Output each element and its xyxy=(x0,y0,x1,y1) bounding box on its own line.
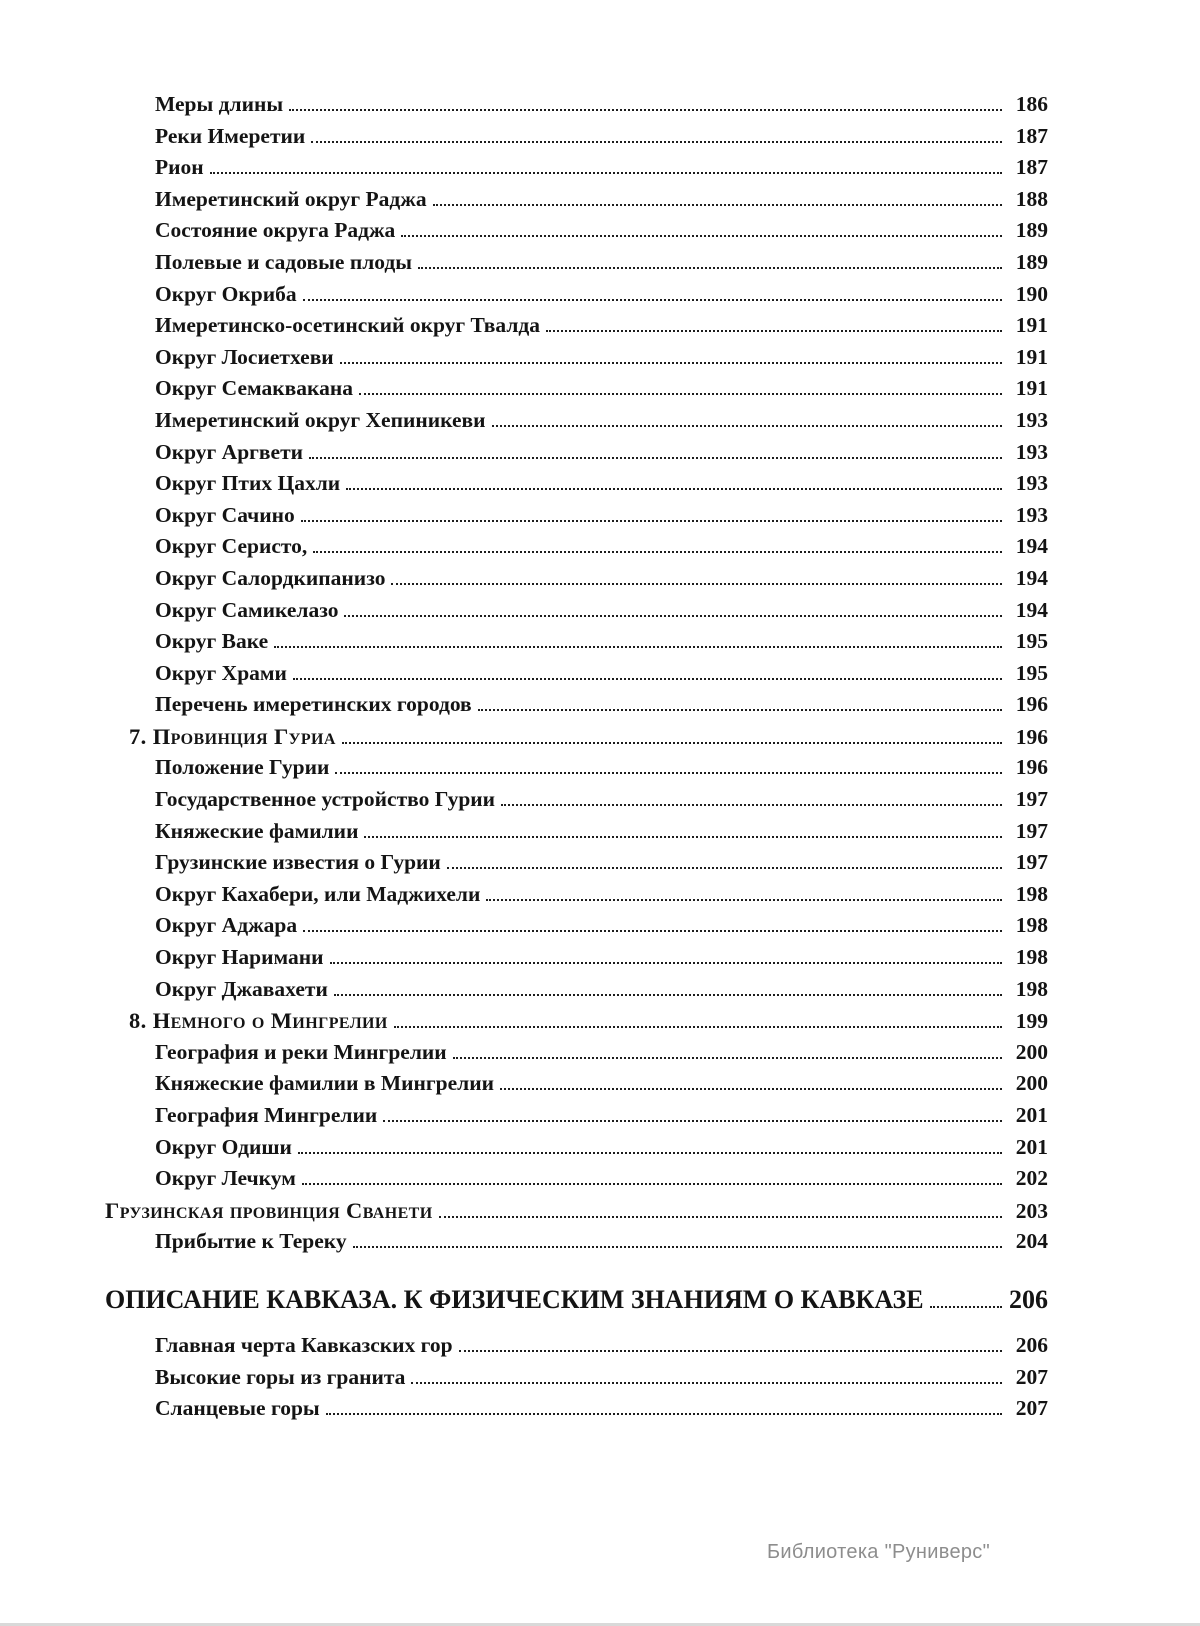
toc-entry-page: 187 xyxy=(1015,155,1048,180)
toc-leader-dots xyxy=(500,1088,1002,1090)
toc-leader-dots xyxy=(401,235,1002,237)
toc-entry xyxy=(105,376,1048,408)
toc-entry-label: Округ Птих Цахли xyxy=(155,471,341,496)
toc-entry-label: Имеретинский округ Хепиникеви xyxy=(155,407,486,432)
toc-entry-page: 194 xyxy=(1015,565,1048,590)
toc-leader-dots xyxy=(433,204,1002,206)
toc-entry-label: Реки Имеретии xyxy=(155,123,306,148)
toc-entry-label: Прибытие к Тереку xyxy=(155,1229,347,1254)
toc-entry-label: 8. Немного о Мингрелии xyxy=(129,1008,388,1034)
toc-entry xyxy=(105,313,1048,345)
toc-entry-page: 191 xyxy=(1015,313,1048,338)
toc-entry xyxy=(105,282,1048,314)
toc-leader-dots xyxy=(439,1216,1002,1218)
toc-entry-label: Грузинские известия о Гурии xyxy=(155,850,441,875)
toc-entry-label: Княжеские фамилии xyxy=(155,818,359,843)
toc-entry-label: Княжеские фамилии в Мингрелии xyxy=(155,1071,494,1096)
toc-entry-page: 196 xyxy=(1015,755,1048,780)
toc-leader-dots xyxy=(303,930,1002,932)
toc-entry xyxy=(105,1198,1048,1230)
toc-entry-label: География и реки Мингрелии xyxy=(155,1039,447,1064)
toc-leader-dots xyxy=(335,772,1002,774)
toc-entry-page: 207 xyxy=(1015,1364,1048,1389)
toc-entry-label: Высокие горы из гранита xyxy=(155,1364,406,1389)
toc-entry-label: Округ Окриба xyxy=(155,281,297,306)
toc-entry xyxy=(105,566,1048,598)
toc-entry-label: Грузинская провинция Сванети xyxy=(105,1197,433,1223)
toc-entry-page: 196 xyxy=(1015,692,1048,717)
toc-entry xyxy=(105,1396,1048,1428)
toc-entry-page: 191 xyxy=(1015,376,1048,401)
toc-entry xyxy=(105,345,1048,377)
toc-entry xyxy=(105,661,1048,693)
toc-entry-label: Округ Наримани xyxy=(155,945,324,970)
toc-entry-label: Округ Самикелазо xyxy=(155,597,339,622)
toc-entry-page: 206 xyxy=(1015,1332,1048,1357)
toc-entry xyxy=(105,1135,1048,1167)
toc-leader-dots xyxy=(546,330,1002,332)
toc-leader-dots xyxy=(453,1057,1002,1059)
toc-entry xyxy=(105,819,1048,851)
toc-entry xyxy=(105,913,1048,945)
toc-entry-label: Округ Аргвети xyxy=(155,439,304,464)
toc-entry xyxy=(105,1040,1048,1072)
toc-leader-dots xyxy=(359,393,1002,395)
toc-leader-dots xyxy=(302,1183,1002,1185)
toc-entry-page: 198 xyxy=(1015,945,1048,970)
toc-entry xyxy=(105,250,1048,282)
toc-leader-dots xyxy=(293,678,1002,680)
toc-entry xyxy=(105,1008,1048,1040)
toc-leader-dots xyxy=(298,1152,1002,1154)
toc-entry xyxy=(105,755,1048,787)
toc-entry-page: 198 xyxy=(1015,913,1048,938)
toc-entry-page: 202 xyxy=(1015,1166,1048,1191)
toc-entry-page: 189 xyxy=(1015,218,1048,243)
toc-entry xyxy=(105,92,1048,124)
toc-leader-dots xyxy=(411,1382,1002,1384)
toc-entry xyxy=(105,1229,1048,1261)
toc-entry-label: Округ Храми xyxy=(155,660,287,685)
toc-entry xyxy=(105,598,1048,630)
toc-entry-label: География Мингрелии xyxy=(155,1103,378,1127)
toc-leader-dots xyxy=(486,899,1002,901)
toc-leader-dots xyxy=(274,646,1002,648)
toc-entry-page: 196 xyxy=(1015,724,1048,749)
toc-entry xyxy=(105,629,1048,661)
toc-entry-label: Округ Салордкипанизо xyxy=(155,565,386,590)
toc-entry-page: 187 xyxy=(1015,123,1048,148)
toc-leader-dots xyxy=(342,742,1002,744)
toc-leader-dots xyxy=(346,488,1002,490)
library-watermark: Библиотека "Руниверс" xyxy=(766,1541,990,1563)
toc-entry-label: Округ Лосиетхеви xyxy=(155,344,334,369)
toc-entry xyxy=(105,945,1048,977)
toc-entry-page: 193 xyxy=(1015,471,1048,496)
toc-entry-label: 7. Провинция Гуриа xyxy=(129,723,336,749)
toc-entry xyxy=(105,187,1048,219)
toc-entry-page: 197 xyxy=(1015,850,1048,875)
toc-leader-dots xyxy=(459,1350,1002,1352)
toc-entry-page: 194 xyxy=(1015,597,1048,622)
toc-leader-dots xyxy=(340,362,1002,364)
toc-entry-page: 200 xyxy=(1015,1071,1048,1096)
toc-leader-dots xyxy=(309,457,1002,459)
toc-entry-label: Главная черта Кавказских гор xyxy=(155,1332,453,1357)
toc-entry xyxy=(105,787,1048,819)
toc-entry-page: 195 xyxy=(1015,629,1048,654)
toc-entry xyxy=(105,1285,1048,1315)
toc-entry-label: Состояние округа Раджа xyxy=(155,218,396,243)
toc-leader-dots xyxy=(344,615,1002,617)
toc-entry-page: 206 xyxy=(1009,1284,1048,1314)
toc-entry-label: Имеретинский округ Раджа xyxy=(155,186,427,211)
toc-leader-dots xyxy=(301,520,1002,522)
toc-leader-dots xyxy=(311,141,1002,143)
toc-entry-page: 201 xyxy=(1015,1134,1048,1159)
toc-entry xyxy=(105,1071,1048,1103)
toc-entry-label: Округ Семаквакана xyxy=(155,376,353,401)
toc-entry-label: Полевые и садовые плоды xyxy=(155,249,413,274)
toc-leader-dots xyxy=(289,109,1002,111)
toc-entry xyxy=(105,977,1048,1009)
toc-entry xyxy=(105,471,1048,503)
toc-entry xyxy=(105,503,1048,535)
toc-entry-label: ОПИСАНИЕ КАВКАЗА. К ФИЗИЧЕСКИМ ЗНАНИЯМ О КАВКАЗЕ xyxy=(105,1284,924,1314)
toc-entry-page: 194 xyxy=(1015,534,1048,559)
toc-leader-dots xyxy=(334,994,1002,996)
toc-leader-dots xyxy=(326,1413,1002,1415)
toc-leader-dots xyxy=(418,267,1002,269)
toc-entry-page: 199 xyxy=(1015,1009,1048,1034)
toc-entry xyxy=(105,1166,1048,1198)
toc-entry xyxy=(105,218,1048,250)
toc-leader-dots xyxy=(364,836,1002,838)
toc-leader-dots xyxy=(353,1246,1002,1248)
toc-entry-label: Меры длины xyxy=(155,92,284,116)
toc-entry-label: Округ Одиши xyxy=(155,1134,292,1159)
toc-leader-dots xyxy=(383,1120,1002,1122)
toc-entry xyxy=(105,124,1048,156)
toc-entry-page: 190 xyxy=(1015,281,1048,306)
toc-entry-label: Округ Джавахети xyxy=(155,976,328,1001)
toc-entry-label: Округ Аджара xyxy=(155,913,298,938)
toc-entry-page: 189 xyxy=(1015,249,1048,274)
toc-leader-dots xyxy=(478,709,1002,711)
toc-entry-page: 195 xyxy=(1015,660,1048,685)
toc-leader-dots xyxy=(330,962,1002,964)
toc-entry xyxy=(105,1365,1048,1397)
toc-entry-page: 197 xyxy=(1015,818,1048,843)
toc-leader-dots xyxy=(313,551,1002,553)
toc-leader-dots xyxy=(210,172,1002,174)
toc-entry-page: 193 xyxy=(1015,407,1048,432)
toc-leader-dots xyxy=(447,867,1002,869)
toc-leader-dots xyxy=(501,804,1002,806)
toc-entry-label: Имеретинско-осетинский округ Твалда xyxy=(155,313,541,338)
toc-entry-page: 191 xyxy=(1015,344,1048,369)
toc-entry-label: Перечень имеретинских городов xyxy=(155,692,472,717)
toc-leader-dots xyxy=(492,425,1002,427)
toc-entry xyxy=(105,882,1048,914)
toc-entry-page: 200 xyxy=(1015,1039,1048,1064)
toc-entry-page: 186 xyxy=(1015,92,1048,116)
toc-entry-label: Округ Сачино xyxy=(155,502,295,527)
toc-entry xyxy=(105,440,1048,472)
toc-entry-label: Округ Ваке xyxy=(155,629,269,654)
toc-leader-dots xyxy=(394,1026,1002,1028)
toc-entry-page: 188 xyxy=(1015,186,1048,211)
toc-entry xyxy=(105,1333,1048,1365)
toc-entry-page: 193 xyxy=(1015,439,1048,464)
toc-entry xyxy=(105,408,1048,440)
toc-entry-page: 203 xyxy=(1015,1198,1048,1223)
toc-leader-dots xyxy=(391,583,1002,585)
toc-entry-page: 201 xyxy=(1015,1103,1048,1127)
toc-entry xyxy=(105,1103,1048,1135)
toc-entry-label: Сланцевые горы xyxy=(155,1396,320,1421)
toc-entry-page: 197 xyxy=(1015,787,1048,812)
toc-entry-label: Округ Кахабери, или Маджихели xyxy=(155,881,481,906)
toc-entry-page: 207 xyxy=(1015,1396,1048,1421)
toc-entry xyxy=(105,850,1048,882)
toc-entry-page: 198 xyxy=(1015,881,1048,906)
toc-entry-label: Округ Серисто, xyxy=(155,534,308,559)
toc-list xyxy=(105,92,1048,1428)
toc-entry-label: Рион xyxy=(155,155,204,180)
toc-entry xyxy=(105,534,1048,566)
toc-leader-dots xyxy=(303,299,1002,301)
toc-entry xyxy=(105,155,1048,187)
toc-entry-label: Положение Гурии xyxy=(155,755,330,780)
toc-leader-dots xyxy=(930,1306,1002,1308)
toc-entry-page: 204 xyxy=(1015,1229,1048,1254)
toc-entry-label: Государственное устройство Гурии xyxy=(155,787,496,812)
toc-entry-page: 193 xyxy=(1015,502,1048,527)
toc-entry-page: 198 xyxy=(1015,976,1048,1001)
toc-entry xyxy=(105,724,1048,756)
toc-entry-label: Округ Лечкум xyxy=(155,1166,296,1191)
toc-entry xyxy=(105,692,1048,724)
